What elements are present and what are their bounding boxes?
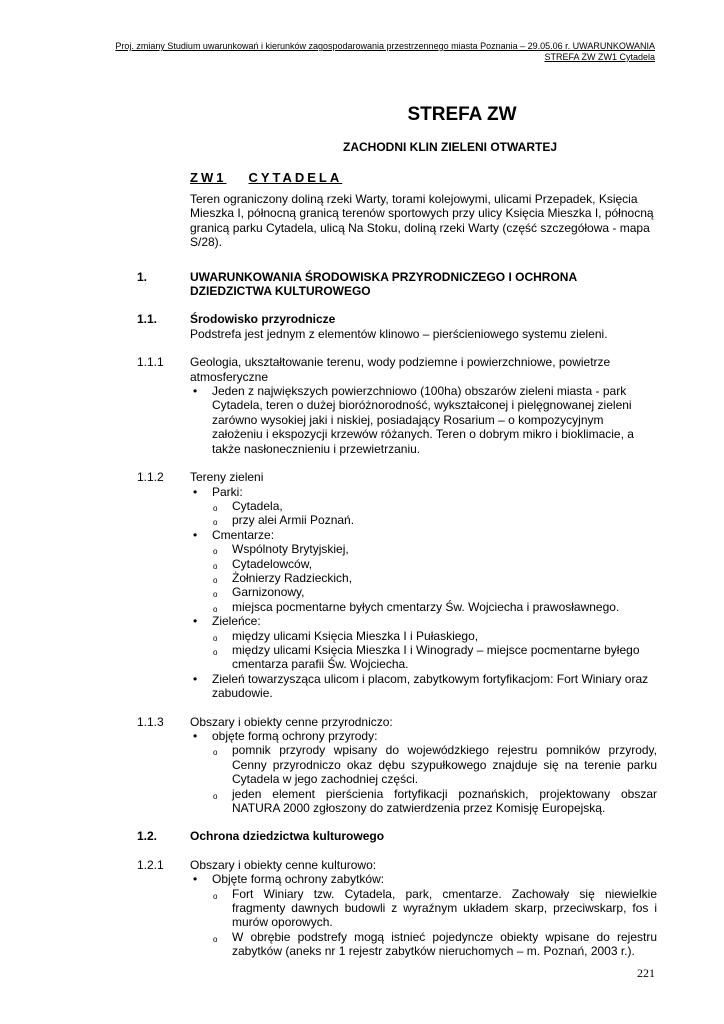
list-label: Objęte formą ochrony zabytków: bbox=[212, 872, 385, 887]
section-title: UWARUNKOWANIA ŚRODOWISKA PRZYRODNICZEGO I OCHRONA DZIEDZICTWA KULTUROWEGO bbox=[190, 269, 577, 299]
section-title: Środowisko przyrodnicze bbox=[190, 312, 336, 327]
zone-heading bbox=[190, 170, 342, 185]
sub-list-item: o Cytadelowców, bbox=[212, 557, 657, 571]
section-title: Obszary i obiekty cenne kulturowo: bbox=[190, 857, 377, 872]
list-item bbox=[190, 729, 657, 815]
sub-list-item: o Fort Winiary tzw. Cytadela, park, cmentarze. Zachowały się niewielkie fragmenty dawnych budowli z wyraźnym układem skarp, przeciwskarp, fos i murów oporowych. bbox=[212, 887, 657, 930]
sub-list-item: o pomnik przyrody wpisany do wojewódzkiego rejestru pomników przyrody, Cenny przyrodniczo okaz dębu szypułkowego znajduje się na terenie parku Cytadela w jego zachodniej części. bbox=[212, 743, 657, 786]
section-title: Geologia, ukształtowanie terenu, wody podziemne i powierzchniowe, powietrze atmosferyczne bbox=[190, 355, 611, 384]
sub-list-item: o jeden element pierścienia fortyfikacji poznańskich, projektowany obszar NATURA 2000 zgłoszony do zatwierdzenia przez Komisję Europejską. bbox=[212, 787, 657, 816]
sub-list-item: o między ulicami Księcia Mieszka I i Pułaskiego, bbox=[212, 629, 657, 643]
section-title: Ochrona dziedzictwa kulturowego bbox=[190, 829, 385, 844]
page-subtitle: ZACHODNI KLIN ZIELENI OTWARTEJ bbox=[343, 140, 557, 154]
section-1-1-2 bbox=[137, 470, 657, 701]
header-line-1: Proj. zmiany Studium uwarunkowań i kierunków zagospodarowania przestrzennego miasta Poznania – 29.05.06 r. UWARUNKOWANIA bbox=[115, 41, 655, 51]
section-number: 1.1.3 bbox=[137, 714, 164, 729]
sub-list-item: o W obrębie podstrefy mogą istnieć pojedyncze obiekty wpisane do rejestru zabytków (aneks nr 1 rejestr zabytków nieruchomych – m. Poznań, 2003 r.). bbox=[212, 930, 657, 959]
list-label: Parki: bbox=[212, 484, 243, 499]
list-item bbox=[190, 485, 657, 528]
list-label: Cmentarze: bbox=[212, 527, 275, 542]
section-1-heading bbox=[137, 270, 657, 299]
sub-list-item: o Żołnierzy Radzieckich, bbox=[212, 571, 657, 585]
list-item bbox=[190, 614, 657, 672]
section-number: 1.1.1 bbox=[137, 355, 164, 370]
list-label: Zieleńce: bbox=[212, 614, 261, 629]
page-number: 221 bbox=[637, 966, 655, 980]
section-title: Obszary i obiekty cenne przyrodniczo: bbox=[190, 714, 393, 729]
list-item bbox=[190, 528, 657, 614]
zone-code: ZW1 bbox=[190, 170, 227, 185]
list-item: • Jeden z największych powierzchniowo (100ha) obszarów zieleni miasta - park Cytadela, teren o dużej bioróżnorodność, wykształconej i pielęgnowanej zieleni zarówno wysokiej jaki i niskiej, posiadający Rosarium – o kompozycyjnym założeniu i ekspozycji krzewów różanych. Teren o dobrym mikro i bioklimacie, a także nasłonecznieniu i przewietrzaniu. bbox=[190, 384, 657, 456]
sub-list-item: o Cytadela, bbox=[212, 499, 657, 513]
zone-name: CYTADELA bbox=[248, 170, 343, 185]
sub-list-item: o Wspólnoty Brytyjskiej, bbox=[212, 542, 657, 556]
list-item: • Zieleń towarzysząca ulicom i placom, zabytkowym fortyfikacjom: Fort Winiary oraz zabudowie. bbox=[190, 672, 657, 701]
section-1-1-1 bbox=[137, 355, 657, 456]
header-line-2: STREFA ZW ZW1 Cytadela bbox=[544, 52, 655, 62]
page-title: STREFA ZW bbox=[407, 104, 517, 125]
section-1-2-heading bbox=[137, 829, 657, 843]
section-1-2-1 bbox=[137, 858, 657, 959]
section-number: 1.1. bbox=[137, 312, 158, 327]
page-header bbox=[115, 41, 655, 63]
sub-list-item: o przy alei Armii Poznań. bbox=[212, 513, 657, 527]
section-number: 1. bbox=[137, 269, 148, 284]
section-number: 1.2. bbox=[137, 829, 158, 844]
intro-paragraph: Teren ograniczony doliną rzeki Warty, torami kolejowymi, ulicami Przepadek, Księcia Mieszka I, północną granicą terenów sportowych przy ulicy Księcia Mieszka I, północną granicą parku Cytadela, ulicą Na Stoku, doliną rzeki Warty (część szczegółowa - mapa S/28). bbox=[190, 192, 654, 250]
section-text: Podstrefa jest jednym z elementów klinowo – pierścieniowego systemu zieleni. bbox=[190, 326, 608, 341]
list-item bbox=[190, 872, 657, 958]
sub-list-item: o Garnizonowy, bbox=[212, 585, 657, 599]
sub-list-item: o miejsca pocmentarne byłych cmentarzy Św. Wojciecha i prawosławnego. bbox=[212, 600, 657, 614]
section-number: 1.1.2 bbox=[137, 470, 164, 485]
section-1-1 bbox=[137, 312, 657, 341]
document-body bbox=[137, 192, 657, 959]
sub-list-item: o między ulicami Księcia Mieszka I i Winogrady – miejsce pocmentarne byłego cmentarza parafii Św. Wojciecha. bbox=[212, 643, 657, 672]
section-title: Tereny zieleni bbox=[190, 470, 264, 485]
list-label: objęte formą ochrony przyrody: bbox=[212, 729, 378, 743]
section-number: 1.2.1 bbox=[137, 857, 164, 872]
section-1-1-3 bbox=[137, 715, 657, 816]
